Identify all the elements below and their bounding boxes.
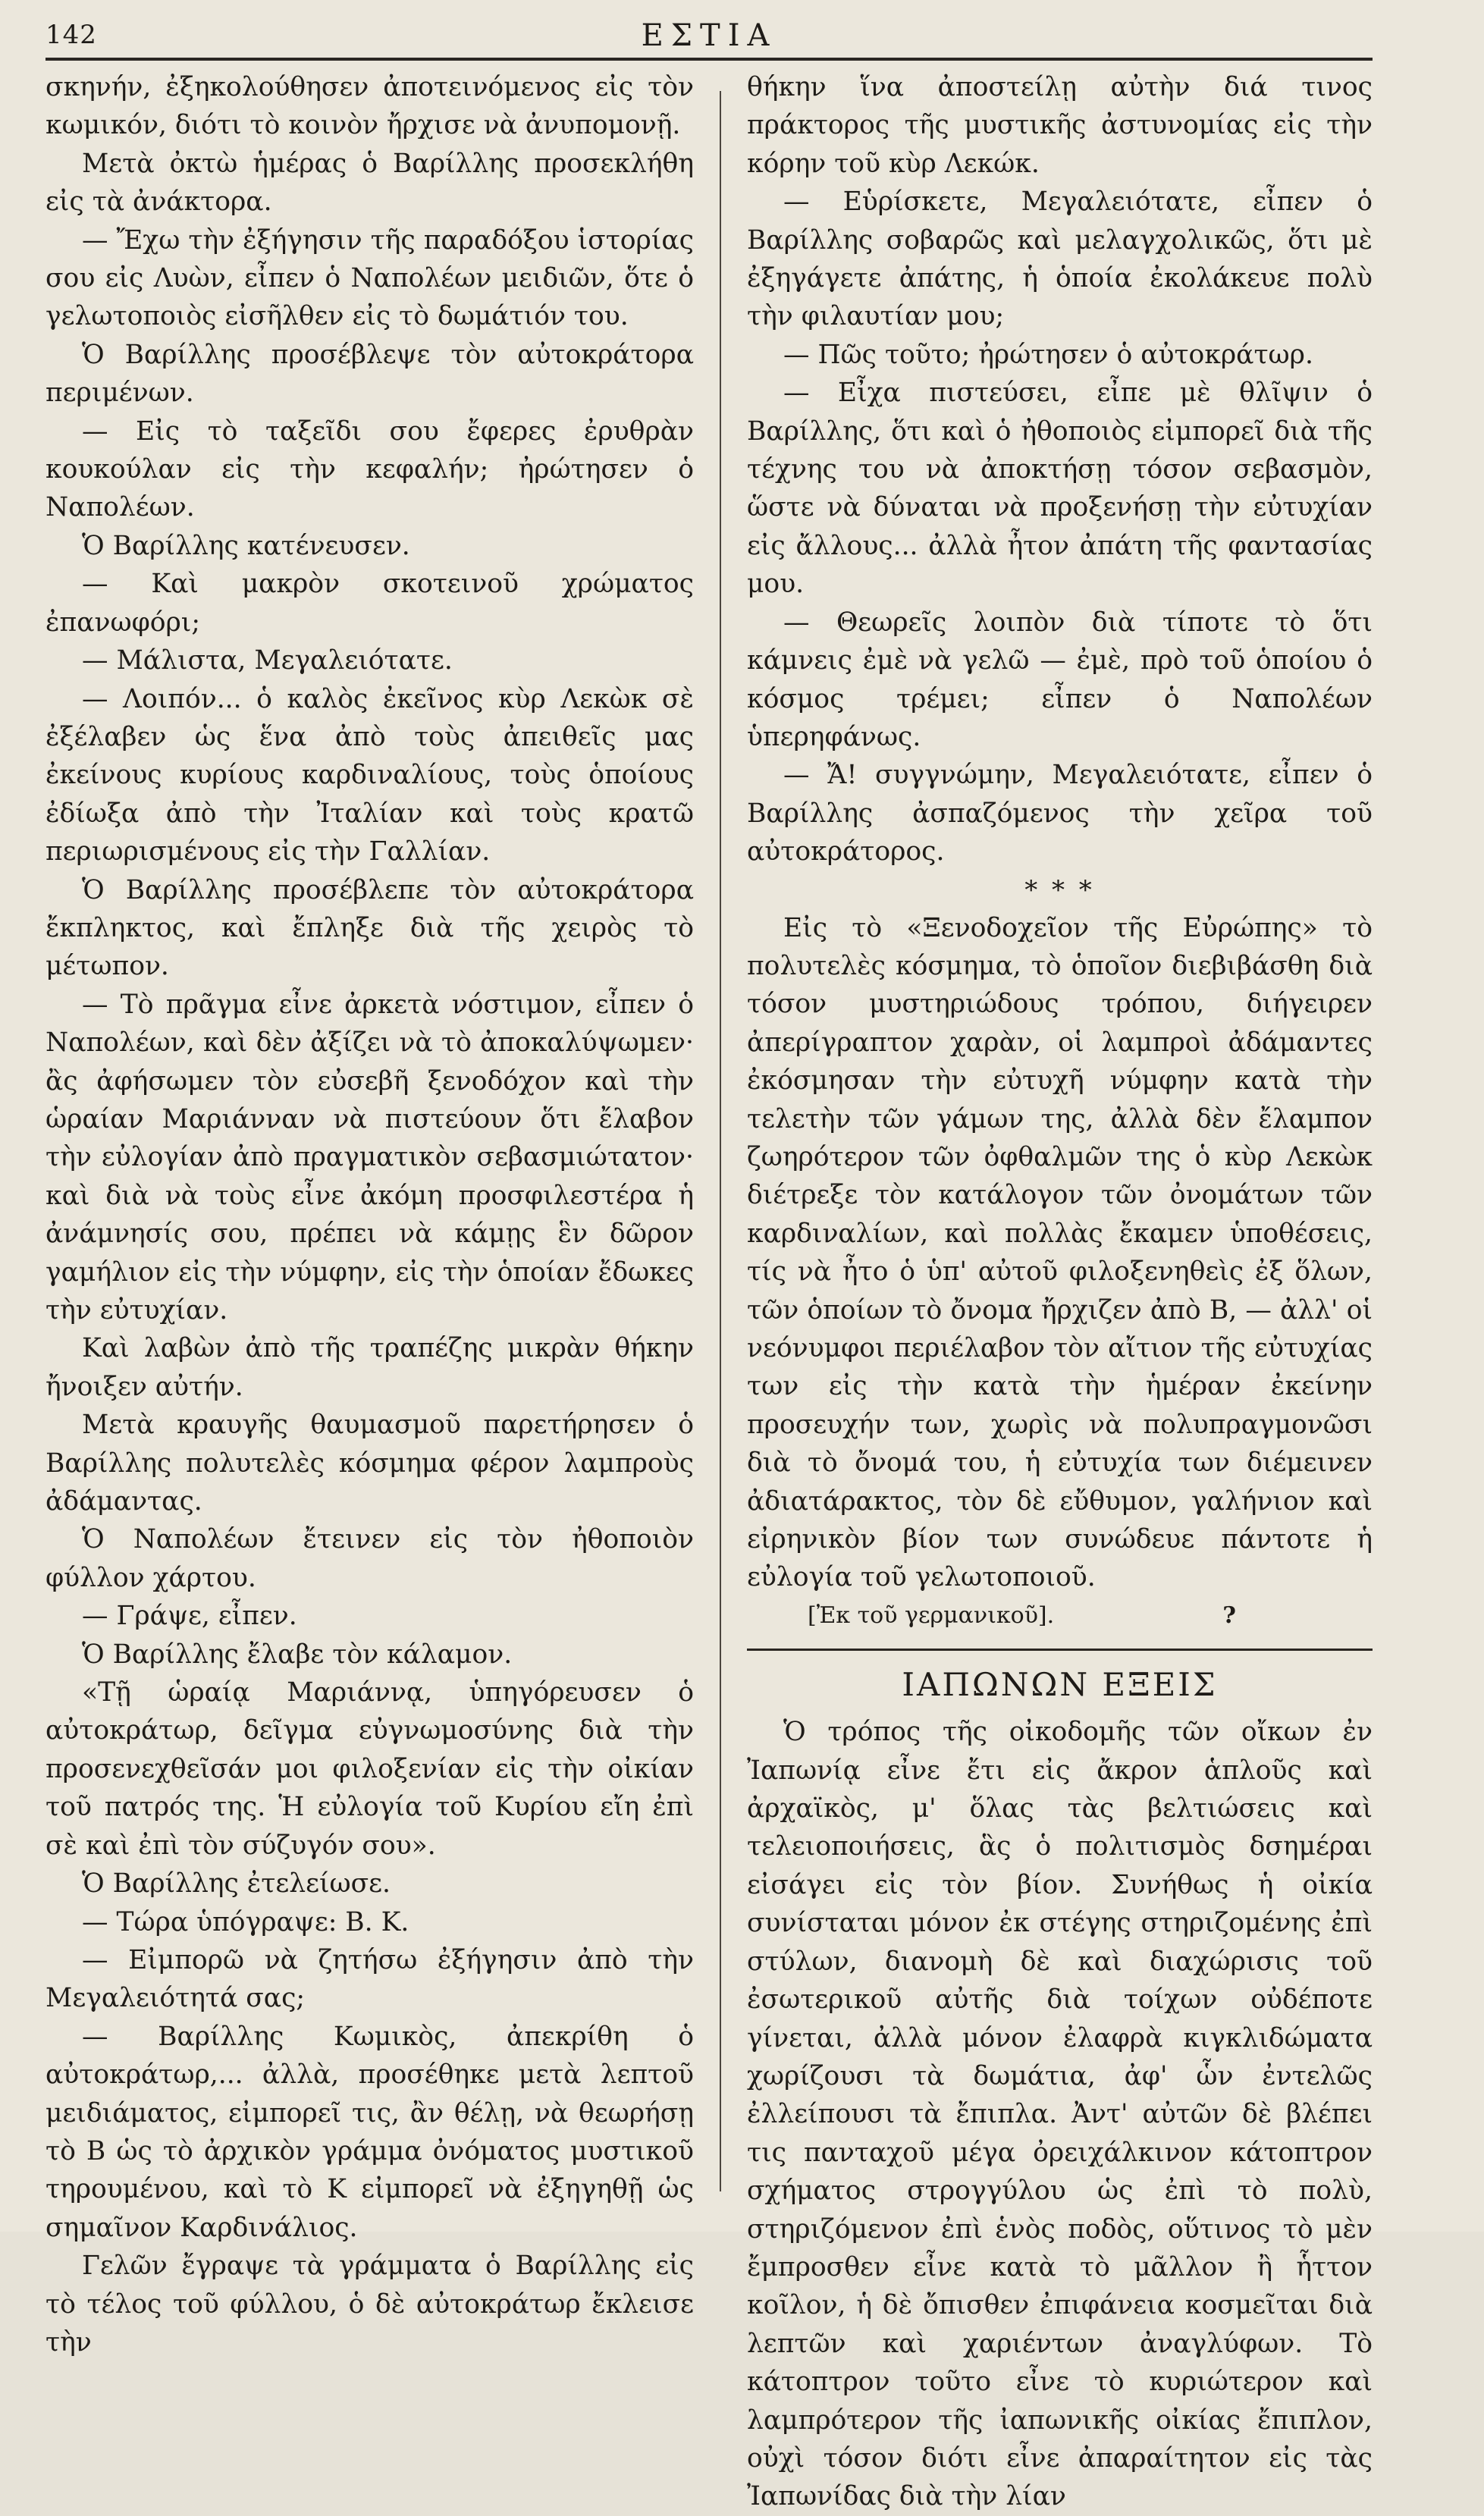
paragraph: — Εὑρίσκετε, Μεγαλειότατε, εἶπεν ὁ Βαρίλλης σοβαρῶς καὶ μελαγχολικῶς, ὅτι μὲ ἐξηγάγετε ἀπάτης, ἡ ὁποία ἐκολάκευε πολὺ τὴν φιλαυτίαν μου; bbox=[747, 187, 1373, 332]
section-title: ΙΑΠΩΝΩΝ ΕΞΕΙΣ bbox=[902, 1666, 1218, 1704]
paragraph: — Μάλιστα, Μεγαλειότατε. bbox=[82, 645, 453, 676]
column-divider bbox=[720, 91, 721, 2191]
paragraph: Ὁ Ναπολέων ἔτεινεν εἰς τὸν ἠθοποιὸν φύλλον χάρτου. bbox=[45, 1524, 694, 1593]
paragraph: Μετὰ ὀκτὼ ἡμέρας ὁ Βαρίλλης προσεκλήθη εἰς τὰ ἀνάκτορα. bbox=[45, 148, 694, 218]
section-rule bbox=[747, 1649, 1373, 1651]
paragraph: Γελῶν ἔγραψε τὰ γράμματα ὁ Βαρίλλης εἰς τὸ τέλος τοῦ φύλλου, ὁ δὲ αὐτοκράτωρ ἔκλεισε τὴν bbox=[45, 2251, 694, 2358]
paragraph: — Βαρίλλης Κωμικὸς, ἀπεκρίθη ὁ αὐτοκράτωρ,... ἀλλὰ, προσέθηκε μετὰ λεπτοῦ μειδιάματος, εἰμπορεῖ τις, ἂν θέλῃ, νὰ θεωρήσῃ τὸ Β ὡς τὸ ἀρχικὸν γράμμα ὀνόματος μυστικοῦ τηρουμένου, καὶ τὸ Κ εἰμπορεῖ νὰ ἐξηγηθῇ ὡς σημαῖνον Καρδινάλιος. bbox=[45, 2021, 694, 2243]
paragraph: — Τὸ πρᾶγμα εἶνε ἀρκετὰ νόστιμον, εἶπεν ὁ Ναπολέων, καὶ δὲν ἀξίζει νὰ τὸ ἀποκαλύψωμεν· ἂς ἀφήσωμεν τὸν εὐσεβῆ ξενοδόχον καὶ τὴν ὡραίαν Μαριάνναν νὰ πιστεύουν ὅτι ἔλαβον τὴν εὐλογίαν ἀπὸ πραγματικὸν σεβασμιώτατον· καὶ διὰ νὰ τοὺς εἶνε ἀκόμη προσφιλεστέρα ἡ ἀνάμνησίς σου, πρέπει νὰ κάμῃς ἓν δῶρον γαμήλιον εἰς τὴν νύμφην, εἰς τὴν ὁποίαν ἔδωκες τὴν εὐτυχίαν. bbox=[45, 989, 694, 1325]
source-note-line bbox=[747, 1597, 1373, 1635]
journal-title: ΕΣΤΙΑ bbox=[641, 18, 777, 53]
paragraph: Εἰς τὸ «Ξενοδοχεῖον τῆς Εὐρώπης» τὸ πολυτελὲς κόσμημα, τὸ ὁποῖον διεβιβάσθη διὰ τόσον μυστηριώδους τρόπου, διήγειρεν ἀπερίγραπτον χαρὰν, οἱ λαμπροὶ ἀδάμαντες ἐκόσμησαν τὴν εὐτυχῆ νύμφην κατὰ τὴν τελετὴν τῶν γάμων της, ἀλλὰ δὲν ἔλαμπον ζωηρότερον τῶν ὀφθαλμῶν της ὁ κὺρ Λεκὼκ διέτρεξε τὸν κατάλογον τῶν ὀνομάτων τῶν καρδιναλίων, καὶ πολλὰς ἔκαμεν ὑποθέσεις, τίς νὰ ἦτο ὁ ὑπ' αὐτοῦ φιλοξενηθεὶς ἐξ ὅλων, τῶν ὁποίων τὸ ὄνομα ἤρχιζεν ἀπὸ Β, — ἀλλ' οἱ νεόνυμφοι περιέλαβον τὸν αἴτιον τῆς εὐτυχίας των εἰς τὴν κατὰ τὴν ἡμέραν ἐκείνην προσευχήν των, χωρὶς νὰ πολυπραγμονῶσι διὰ τὸ ὄνομά του, ἡ εὐτυχία των διέμεινεν ἀδιατάρακτος, τὸν δὲ εὔθυμον, γαλήνιον καὶ εἰρηνικὸν βίον των συνώδευε πάντοτε ἡ εὐλογία τοῦ γελωτοποιοῦ. bbox=[747, 912, 1373, 1593]
paragraph: — Τώρα ὑπόγραψε: Β. Κ. bbox=[82, 1906, 409, 1937]
page-header bbox=[45, 17, 1373, 53]
paragraph: — Ἔχω τὴν ἐξήγησιν τῆς παραδόξου ἱστορίας σου εἰς Λυὼν, εἶπεν ὁ Ναπολέων μειδιῶν, ὅτε ὁ γελωτοποιὸς εἰσῆλθεν εἰς τὸ δωμάτιόν του. bbox=[45, 224, 694, 332]
paragraph: Ὁ Βαρίλλης προσέβλεπε τὸν αὐτοκράτορα ἔκπληκτος, καὶ ἔπληξε διὰ τῆς χειρὸς τὸ μέτωπον. bbox=[45, 874, 694, 982]
paragraph: Ὁ Βαρίλλης ἔλαβε τὸν κάλαμον. bbox=[82, 1639, 513, 1670]
paragraph: Καὶ λαβὼν ἀπὸ τῆς τραπέζης μικρὰν θήκην ἤνοιξεν αὐτήν. bbox=[45, 1333, 694, 1402]
paragraph: — Καὶ μακρὸν σκοτεινοῦ χρώματος ἐπανωφόρι; bbox=[45, 569, 694, 638]
paragraph: — Εἶχα πιστεύσει, εἶπε μὲ θλῖψιν ὁ Βαρίλλης, ὅτι καὶ ὁ ἠθοποιὸς εἰμπορεῖ διὰ τῆς τέχνης του νὰ ἀποκτήσῃ τόσον σεβασμὸν, ὥστε νὰ δύναται νὰ προξενήσῃ τὴν εὐτυχίαν εἰς ἄλλους... ἀλλὰ ἦτον ἀπάτη τῆς φαντασίας μου. bbox=[747, 378, 1373, 600]
source-note: [Ἐκ τοῦ γερμανικοῦ]. bbox=[808, 1602, 1055, 1629]
source-mark: ? bbox=[1222, 1602, 1236, 1629]
paragraph: «Τῇ ὡραίᾳ Μαριάννᾳ, ὑπηγόρευσεν ὁ αὐτοκράτωρ, δεῖγμα εὐγνωμοσύνης διὰ τὴν προσενεχθεῖσάν μοι φιλοξενίαν εἰς τὴν οἰκίαν τοῦ πατρός της. Ἡ εὐλογία τοῦ Κυρίου εἴη ἐπὶ σὲ καὶ ἐπὶ τὸν σύζυγόν σου». bbox=[45, 1677, 694, 1861]
paragraph: Ὁ Βαρίλλης κατένευσεν. bbox=[82, 530, 410, 561]
paragraph: — Θεωρεῖς λοιπὸν διὰ τίποτε τὸ ὅτι κάμνεις ἐμὲ νὰ γελῶ — ἐμὲ, πρὸ τοῦ ὁποίου ὁ κόσμος τρέμει; εἶπεν ὁ Ναπολέων ὑπερηφάνως. bbox=[747, 607, 1373, 752]
paragraph: — Ἄ! συγγνώμην, Μεγαλειότατε, εἶπεν ὁ Βαρίλλης ἀσπαζόμενος τὴν χεῖρα τοῦ αὐτοκράτορος. bbox=[747, 760, 1373, 867]
left-column bbox=[45, 68, 694, 2361]
header-rule bbox=[45, 58, 1373, 61]
right-column bbox=[747, 68, 1373, 2516]
paragraph: σκηνήν, ἐξηκολούθησεν ἀποτεινόμενος εἰς τὸν κωμικόν, διότι τὸ κοινὸν ἤρχισε νὰ ἀνυπομονῇ. bbox=[45, 72, 694, 141]
paragraph: Ὁ Βαρίλλης προσέβλεψε τὸν αὐτοκράτορα περιμένων. bbox=[45, 339, 694, 409]
paragraph: Ὁ τρόπος τῆς οἰκοδομῆς τῶν οἴκων ἐν Ἰαπωνίᾳ εἶνε ἔτι εἰς ἄκρον ἁπλοῦς καὶ ἀρχαϊκὸς, μ' ὅλας τὰς βελτιώσεις καὶ τελειοποιήσεις, ἃς ὁ πολιτισμὸς δσημέραι εἰσάγει εἰς τὸν βίον. Συνήθως ἡ οἰκία συνίσταται μόνον ἐκ στέγης στηριζομένης ἐπὶ στύλων, διανομὴ δὲ καὶ διαχώρισις τοῦ ἐσωτερικοῦ αὐτῆς διὰ τοίχων οὐδέποτε γίνεται, ἀλλὰ μόνον ἐλαφρὰ κιγκλιδώματα χωρίζουσι τὰ δωμάτια, ἀφ' ὧν ἐντελῶς ἐλλείπουσι τὰ ἔπιπλα. Ἀντ' αὐτῶν δὲ βλέπει τις πανταχοῦ μέγα ὀρειχάλκινον κάτοπτρον σχήματος στρογγύλου ὡς ἐπὶ τὸ πολὺ, στηριζόμενον ἐπὶ ἑνὸς ποδὸς, οὕτινος τὸ μὲν ἔμπροσθεν εἶνε κατὰ τὸ μᾶλλον ἢ ἧττον κοῖλον, ἡ δὲ ὄπισθεν ἐπιφάνεια κοσμεῖται διὰ λεπτῶν καὶ χαριέντων ἀναγλύφων. Τὸ κάτοπτρον τοῦτο εἶνε τὸ κυριώτερον καὶ λαμπρότερον τῆς ἰαπωνικῆς οἰκίας ἔπιπλον, οὐχὶ τόσον διότι εἶνε ἀπαραίτητον εἰς τὰς Ἰαπωνίδας διὰ τὴν λίαν bbox=[747, 1717, 1373, 2512]
paragraph: Μετὰ κραυγῆς θαυμασμοῦ παρετήρησεν ὁ Βαρίλλης πολυτελὲς κόσμημα φέρον λαμπροὺς ἀδάμαντας. bbox=[45, 1410, 694, 1517]
paragraph: Ὁ Βαρίλλης ἐτελείωσε. bbox=[82, 1868, 391, 1900]
paragraph: — Εἰς τὸ ταξεῖδι σου ἔφερες ἐρυθρὰν κουκούλαν εἰς τὴν κεφαλήν; ἠρώτησεν ὁ Ναπολέων. bbox=[45, 416, 694, 523]
paragraph: θήκην ἵνα ἀποστείλῃ αὐτὴν διά τινος πράκτορος τῆς μυστικῆς ἀστυνομίας εἰς τὴν κόρην τοῦ κὺρ Λεκώκ. bbox=[747, 72, 1373, 179]
paragraph: — Εἰμπορῶ νὰ ζητήσω ἐξήγησιν ἀπὸ τὴν Μεγαλειότητά σας; bbox=[45, 1944, 694, 2014]
paragraph: — Γράψε, εἶπεν. bbox=[82, 1601, 297, 1632]
paragraph: — Λοιπόν... ὁ καλὸς ἐκεῖνος κὺρ Λεκὼκ σὲ ἐξέλαβεν ὡς ἕνα ἀπὸ τοὺς ἀπειθεῖς μας ἐκείνους κυρίους καρδιναλίους, τοὺς ὁποίους ἐδίωξα ἀπὸ τὴν Ἰταλίαν καὶ τοὺς κρατῶ περιωρισμένους εἰς τὴν Γαλλίαν. bbox=[45, 683, 694, 867]
asterism-separator: * * * bbox=[1024, 874, 1095, 905]
paragraph: — Πῶς τοῦτο; ἠρώτησεν ὁ αὐτοκράτωρ. bbox=[783, 339, 1313, 370]
page-number: 142 bbox=[45, 20, 97, 50]
